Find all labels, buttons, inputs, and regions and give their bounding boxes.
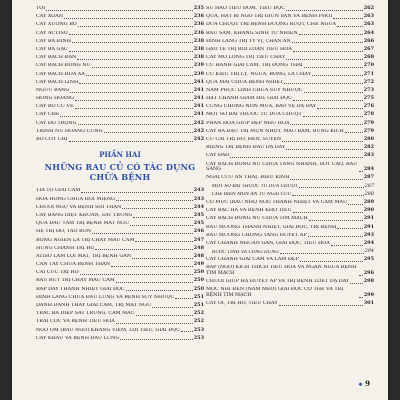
- dot-leader: [359, 275, 363, 276]
- toc-entry-title: CẦN TÂY CHỮA BỆNH THẬN: [36, 262, 111, 268]
- dot-leader: [60, 116, 192, 117]
- toc-entry-page: 241: [193, 78, 204, 85]
- toc-entry-title: HOA HỒNG CHỮA HÔI MIỆNG: [36, 196, 116, 202]
- toc-entry: [206, 63, 374, 69]
- toc-entry: [36, 213, 204, 219]
- toc-entry-page: 243: [193, 195, 204, 202]
- toc-entry-title: HẸ TRỊ HO, TÁO BÓN: [36, 229, 91, 235]
- ornament-icon: ❖: [358, 382, 363, 388]
- toc-entry: [36, 254, 204, 260]
- toc-entry-page: 245: [193, 211, 204, 218]
- toc-entry-page: 287: [363, 174, 374, 181]
- toc-entry: [206, 279, 374, 285]
- toc-entry: [36, 96, 204, 102]
- toc-entry-page: 248: [193, 252, 204, 259]
- toc-entry-page: 243: [193, 187, 204, 194]
- dot-leader: [293, 100, 363, 101]
- dot-leader: [309, 220, 363, 221]
- dot-leader: [350, 283, 363, 284]
- toc-entry: [206, 175, 374, 181]
- toc-entry-page: 294: [363, 239, 374, 246]
- toc-entry-page: 253: [193, 334, 204, 341]
- dot-leader: [292, 42, 363, 43]
- toc-entry-page: 235: [193, 5, 204, 11]
- toc-entry-title: RAU SAM, KHÁNG SINH TỰ NHIÊN: [206, 30, 298, 36]
- dot-leader: [78, 26, 193, 27]
- toc-entry: [206, 14, 374, 20]
- toc-entry-title: CƯNG CHỐNG NÔN MỬA, BẢO VỆ DẠ DÀY: [206, 104, 317, 110]
- dot-leader: [359, 171, 363, 172]
- toc-entry: [206, 225, 374, 231]
- dot-leader: [81, 192, 193, 193]
- toc-entry-title: CÂY ĐỖ TRỌNG: [36, 120, 77, 126]
- dot-leader: [279, 305, 363, 306]
- toc-left-column: [36, 6, 204, 344]
- toc-entry-page: 241: [193, 103, 204, 110]
- toc-entry-title: BỒ CỐT CHỈ: [36, 137, 68, 142]
- toc-entry-page: 279: [363, 127, 374, 134]
- toc-entry-page: 242: [193, 136, 204, 142]
- toc-entry-page: 298: [363, 278, 374, 285]
- toc-entry: [206, 72, 374, 78]
- toc-entry: [36, 221, 204, 227]
- toc-entry-page: 276: [363, 103, 374, 110]
- dot-leader: [130, 225, 193, 226]
- toc-entry: [206, 216, 374, 222]
- toc-entry: [206, 301, 374, 307]
- toc-entry-title: CÂY BA ĐẬU TRỊ MỤN NHỌT, MÁU BẦM, BỤNG KÍCH: [206, 128, 344, 134]
- toc-entry-title: CỎ MỰC (RAU NHỌ NỒI) THANH NHIỆT VÀ CẦM MÁU: [206, 199, 348, 205]
- toc-entry-page: 244: [193, 203, 204, 210]
- toc-entry: [206, 137, 374, 143]
- toc-entry-page: 263: [363, 21, 374, 28]
- toc-entry: [206, 287, 374, 298]
- dot-leader: [111, 266, 193, 267]
- toc-entry-page: 264: [363, 29, 374, 36]
- toc-entry-title: CHUỐI GIÚP HẠ HUYẾT ÁP VÀ TRỊ BỆNH LOÉT DẠ DÀY: [206, 279, 350, 285]
- toc-entry-page: 251: [193, 293, 204, 300]
- toc-entry: [206, 153, 374, 159]
- toc-subentry: [206, 249, 374, 255]
- toc-entry: [36, 188, 204, 194]
- toc-entry-page: 296: [363, 270, 374, 277]
- dot-leader: [290, 124, 362, 125]
- toc-entry-page: 242: [193, 119, 204, 126]
- toc-entry-title: DÀNH DÀNH THAY GIẢI CẢM, TRỊ MẬT NGỦ: [36, 303, 152, 308]
- toc-entry-title: HỒNG HOÀNG: [36, 96, 75, 102]
- toc-entry-page: 278: [363, 111, 374, 118]
- dot-leader: [286, 149, 363, 150]
- toc-entry-title: CÂY ĐÀO: [206, 153, 230, 159]
- page-number-value: 9: [365, 379, 370, 388]
- dot-leader: [104, 132, 193, 133]
- toc-entry-title: NGÒ OM (RAU NGỔ) KHÁNG VIÊM, LỢI TIỂU, GIẢI ĐỘC: [36, 327, 180, 333]
- toc-entry: [206, 104, 374, 110]
- toc-entry-title: BẮP (NGÔ) KÍCH THÍCH TIÊU HÓA VÀ NGĂN NGỪA BỆNH TIM MẠCH: [206, 265, 357, 277]
- dot-leader: [348, 204, 363, 205]
- dot-leader: [92, 67, 193, 68]
- dot-leader: [95, 249, 192, 250]
- toc-entry-title: CÂY ACTISO: [36, 30, 68, 36]
- toc-entry-page: 246: [193, 228, 204, 235]
- dot-leader: [282, 141, 363, 142]
- toc-entry-title: TRẮC BÁ DIỆP SÁT TRÙNG, CẦM MÁU: [36, 311, 135, 317]
- toc-entry: [206, 129, 374, 135]
- toc-entry-title: CÂY CHÈ: [36, 112, 60, 118]
- dot-leader: [69, 51, 193, 52]
- toc-entry: [36, 72, 204, 78]
- toc-entry-page: 283: [363, 152, 374, 159]
- toc-entry-title: CÂY BẠCH ĐỒNG NỮ: [36, 63, 91, 69]
- toc-entry-title: CÂY ỔI, TRỊ HO, TIÊU CHẢY: [206, 301, 278, 307]
- toc-entry: [36, 262, 204, 268]
- dot-leader: [299, 34, 363, 35]
- toc-entry-page: 272: [363, 78, 374, 85]
- toc-entry-title: CỦ HÀNH GIẢI CẢM, TRỊ ĐỘNG THAI: [206, 63, 303, 69]
- toc-entry-title: TRINH NỮ HOÀNG CUNG: [36, 128, 103, 134]
- dot-leader: [345, 132, 363, 133]
- dot-leader: [293, 51, 363, 52]
- toc-entry: [206, 31, 374, 37]
- toc-entry-title: ĐINH LĂNG TRỊ TỲ VỊ, CHÁN ĂN: [206, 38, 291, 44]
- section-heading: PHẦN HAI: [99, 149, 141, 159]
- dot-leader: [70, 92, 192, 93]
- dot-leader: [69, 141, 193, 142]
- toc-entry-page: 247: [193, 236, 204, 243]
- toc-entry-title: TỎI: [36, 6, 46, 11]
- toc-entry-page: 245: [193, 220, 204, 227]
- toc-entry-title: RAU RÚT TRỊ CHẢY MÁU CAM: [36, 278, 115, 284]
- toc-entry-page: 263: [363, 13, 374, 20]
- dot-leader: [286, 59, 363, 60]
- dot-leader: [122, 208, 193, 209]
- toc-entry-page: 287: [364, 182, 374, 189]
- dot-leader: [72, 42, 193, 43]
- dot-leader: [280, 253, 364, 254]
- toc-entry-page: 241: [193, 95, 204, 102]
- page-number: [358, 379, 370, 388]
- toc-entry: [36, 303, 204, 309]
- dot-leader: [92, 233, 193, 234]
- book-page: [12, 0, 388, 400]
- toc-entry-page: 293: [363, 231, 374, 238]
- toc-entry-title: CÂY XOAN: [36, 14, 64, 20]
- toc-entry: [36, 278, 204, 284]
- dot-leader: [337, 26, 363, 27]
- toc-entry-page: 295: [363, 256, 374, 263]
- dot-leader: [312, 75, 363, 76]
- toc-entry-page: 267: [363, 45, 374, 52]
- toc-entry-title: CÂY BÀNG DIỆT KHUẨN, SÁT TRÙNG: [36, 212, 133, 218]
- dot-leader: [286, 10, 363, 11]
- toc-entry-page: 236: [193, 29, 204, 36]
- toc-entry: [36, 205, 204, 211]
- toc-entry: [36, 336, 204, 342]
- dot-leader: [46, 10, 193, 11]
- toc-entry: [36, 14, 204, 20]
- toc-entry-page: 242: [193, 127, 204, 134]
- toc-entry-title: PHAN HOA GIÚP ĐẸP NHƯ HOA: [206, 120, 290, 126]
- dot-leader: [116, 282, 193, 283]
- toc-entry: [36, 88, 204, 94]
- dot-leader: [284, 83, 363, 84]
- toc-entry: [206, 257, 374, 263]
- toc-entry-title: ĐINH LĂNG CHỮA ĐAU LƯNG VÀ BỆNH SUY NHƯỢC: [36, 294, 175, 300]
- toc-entry-page: 250: [193, 285, 204, 292]
- toc-entry-title: CÂY BẠCH ĐỒNG NỮ CHỮA TĂNG NHANH, SỐT CAO, RAU SÀNG: [206, 161, 358, 173]
- toc-entry-page: 289: [363, 198, 374, 205]
- dot-leader: [290, 179, 362, 180]
- toc-entry: [36, 270, 204, 276]
- toc-entry-title: CÂY BỒ CU VẼ: [36, 104, 74, 110]
- toc-entry-page: 250: [193, 269, 204, 276]
- toc-entry-title: RAU MƯỜNG CHỐNG TÁNG HUYẾT ÁP: [206, 232, 307, 238]
- dot-leader: [77, 59, 192, 60]
- dot-leader: [303, 116, 363, 117]
- section-title: NHỮNG RAU CỦ CÓ TÁC DỤNG CHỮA BỆNH: [44, 161, 196, 182]
- toc-entry: [206, 6, 374, 12]
- toc-entry-title: QUẢ, HẠT BÍ NGÔ TRỊ GIUN SÁN VÀ BỆNH PHỔI: [206, 14, 333, 20]
- dot-leader: [120, 339, 193, 340]
- toc-entry-page: 301: [363, 300, 374, 307]
- toc-entry-title: ATISO LÀM LỢI MẬT, TRỊ BỆNH GAN: [36, 253, 132, 259]
- toc-entry: [36, 311, 204, 317]
- toc-entry: [36, 295, 204, 301]
- toc-entry: [206, 47, 374, 53]
- toc-entry: [36, 121, 204, 127]
- toc-entry-page: 273: [363, 86, 374, 93]
- toc-entry-title: TRÁI CÓC VÀ BỆNH TIÊU HÓA: [36, 319, 115, 325]
- toc-entry-page: 275: [363, 95, 374, 102]
- toc-entry-page: 268: [363, 54, 374, 61]
- dot-leader: [181, 331, 193, 332]
- toc-entry: [36, 129, 204, 135]
- dot-leader: [116, 200, 193, 201]
- toc-entry-page: 270: [363, 62, 374, 69]
- toc-entry-title: NGƯU BÀNG: [36, 87, 70, 93]
- toc-entry: [36, 55, 204, 61]
- dot-leader: [136, 315, 193, 316]
- toc-entry-page: 253: [193, 326, 204, 333]
- toc-entry: [36, 104, 204, 110]
- toc-entry: [36, 246, 204, 252]
- toc-entry-title: NẤM PHỤC LINH CHỮA SUY NHƯỢC: [206, 87, 303, 93]
- toc-entry-page: 252: [193, 318, 204, 325]
- dot-leader: [359, 297, 363, 298]
- toc-entry: [206, 200, 374, 206]
- toc-entry: [36, 22, 204, 28]
- toc-entry-page: 294: [364, 248, 374, 255]
- toc-entry: [36, 47, 204, 53]
- toc-entry-page: 238: [193, 45, 204, 52]
- toc-entry: [206, 162, 374, 173]
- toc-entry: [36, 137, 204, 143]
- toc-entry: [36, 197, 204, 203]
- toc-entry: [36, 287, 204, 293]
- toc-entry-page: 248: [193, 244, 204, 251]
- toc-entry-page: 266: [363, 37, 374, 44]
- toc-entry-title: CÂY CHANH GIẢI CẢM VÀ LÀM ĐẸP: [206, 257, 299, 263]
- dot-leader: [292, 195, 363, 196]
- toc-entry-page: 288: [364, 190, 374, 197]
- toc-entry: [36, 6, 204, 12]
- toc-entry-page: 239: [193, 70, 204, 77]
- toc-entry: [36, 31, 204, 37]
- toc-entry-title: CHUỐI NGỰ VÀ BỆNH SỎI THẬN: [36, 204, 122, 210]
- toc-entry-title: HẠT CHANH GIẢM HO, GIẢI ĐỘC: [206, 96, 292, 102]
- toc-entry: [36, 319, 204, 325]
- dot-leader: [317, 108, 363, 109]
- toc-entry-title: BỒNG NGIỀN LÁ TRỊ CHẢY MÁU CAM: [36, 237, 135, 243]
- dot-leader: [304, 67, 363, 68]
- toc-entry-title: CÂY BẠC HÀ VÀ BỆNH KHÓ TIÊU: [206, 208, 292, 214]
- toc-entry: [206, 112, 374, 118]
- toc-entry-title: CÂY BẢ GẠC: [36, 46, 68, 52]
- dot-leader: [299, 187, 364, 188]
- toc-entry-title: CÂY BẢ ĐINH: [36, 38, 71, 44]
- toc-entry-title: CÂY MƠ LÔNG TRỊ TIÊU CHẢY: [206, 55, 286, 61]
- toc-entry: [36, 229, 204, 235]
- toc-entry-page: 241: [193, 111, 204, 118]
- toc-entry-page: 299: [363, 292, 374, 299]
- dot-leader: [308, 236, 363, 237]
- dot-leader: [133, 217, 192, 218]
- toc-entry-page: 252: [193, 310, 204, 317]
- toc-entry-title: CỦ CẢI TRỊ HO, HEN, SUYỄN: [206, 137, 282, 142]
- dot-leader: [75, 108, 193, 109]
- toc-entry-page: 250: [193, 277, 204, 284]
- toc-entry: [206, 55, 374, 61]
- dot-leader: [86, 75, 193, 76]
- toc-entry: [206, 233, 374, 239]
- toc-entry-title: CÂY XƯƠNG BỒ: [36, 22, 77, 28]
- toc-entry-title: QUẢ DÂU TẰM TRỊ BỆNH MẤT NGỦ: [36, 221, 130, 227]
- dot-leader: [78, 124, 193, 125]
- toc-entry: [206, 22, 374, 28]
- toc-entry-title: MỘT SỐ BÀI THUỐC TỪ DƯA CHUỘT: [212, 184, 298, 190]
- toc-entry-page: 282: [363, 144, 374, 151]
- toc-entry: [36, 238, 204, 244]
- toc-entry-page: 236: [193, 21, 204, 28]
- toc-entry-title: BƯỚC TÍNH VÀ CÔNG DỤNG: [212, 249, 279, 255]
- toc-entry-title: GẠO TẺ TRỊ RỐI LOẠN TIÊU HÓA: [206, 46, 292, 52]
- toc-entry: [206, 265, 374, 276]
- toc-entry-page: 238: [193, 37, 204, 44]
- toc-entry-title: CÂY BẠCH LINH: [36, 79, 79, 85]
- toc-entry-page: 291: [363, 223, 374, 230]
- dot-leader: [175, 298, 193, 299]
- dot-leader: [132, 258, 193, 259]
- dot-leader: [300, 261, 363, 262]
- dot-leader: [135, 241, 192, 242]
- toc-entry: [36, 80, 204, 86]
- dot-leader: [79, 83, 193, 84]
- toc-entry: [206, 96, 374, 102]
- toc-entry: [206, 39, 374, 45]
- toc-entry-title: SU HÀO TIÊU ĐỜM, TIÊU ĐỘC: [206, 6, 286, 11]
- toc-entry-page: 236: [193, 13, 204, 20]
- dot-leader: [64, 18, 193, 19]
- dot-leader: [116, 323, 193, 324]
- toc-entry-title: MỘT SỐ BÀI THUỐC TỪ DƯA CHUỘT: [206, 112, 302, 118]
- toc-entry: [206, 208, 374, 214]
- toc-entry: [206, 88, 374, 94]
- dot-leader: [337, 228, 363, 229]
- toc-entry-title: NGẢI CỨU AN THAI, ĐIỀU KINH: [206, 175, 290, 181]
- toc-entry: [206, 145, 374, 151]
- toc-entry-title: CÂY KHẤU VÀ BỆNH ĐAU LƯNG: [36, 335, 120, 341]
- dot-leader: [331, 245, 363, 246]
- toc-entry: [36, 112, 204, 118]
- toc-entry: [36, 63, 204, 69]
- toc-entry: [36, 328, 204, 334]
- dot-leader: [293, 212, 363, 213]
- toc-entry: [206, 80, 374, 86]
- toc-entry-title: CÂY CHANH NHUẬN GAN, GIẢI ĐỘC, TIÊU HÓA: [206, 240, 330, 246]
- toc-entry-title: CỦ KIỆU TRỊ LỴ, NGỨA, BỎNG, LÁ CHẢY: [206, 71, 312, 77]
- toc-entry-page: 279: [363, 119, 374, 126]
- dot-leader: [304, 92, 363, 93]
- toc-subentry: [206, 192, 374, 198]
- toc-entry: [206, 241, 374, 247]
- toc-entry-title: CÂY BẠCH ĐÀN: [36, 55, 77, 61]
- toc-entry-page: 280: [363, 136, 374, 142]
- dot-leader: [126, 290, 193, 291]
- toc-entry-page: 262: [363, 5, 374, 11]
- toc-entry: [206, 121, 374, 127]
- toc-entry-page: 238: [193, 54, 204, 61]
- toc-right-column: [206, 6, 374, 309]
- toc-subentry: [206, 184, 374, 190]
- toc-entry-title: DƯA CHUỘT TRỊ BỆNH ĐƯỜNG RUỘT, CHẾ NGỪA: [206, 22, 337, 28]
- dot-leader: [230, 157, 362, 158]
- toc-entry-title: CÂY BẠCH ĐỒNG NỮ CHỮA TIM MẠCH: [206, 216, 308, 222]
- toc-entry-title: RIỀNG TRỊ BỆNH ĐAU DẠ DÀY: [206, 145, 286, 151]
- dot-leader: [333, 18, 363, 19]
- toc-entry-page: 241: [193, 86, 204, 93]
- dot-leader: [69, 34, 193, 35]
- dot-leader: [152, 307, 193, 308]
- toc-entry-page: 271: [363, 70, 374, 77]
- toc-entry-title: QUẢ MAI CHỮA BỆNH NHIỆT: [206, 79, 284, 85]
- toc-entry-title: MỘC NHĨ ĐEN (NẤM MÈO) GIẢI ĐỘC CƠ THỂ VÀ TRỊ BỆNH TIM MẠCH: [206, 287, 344, 299]
- dot-leader: [80, 274, 193, 275]
- toc-entry-page: 291: [363, 215, 374, 222]
- toc-entry-title: RẤP DÂY THANH NHIỆT GIẢI ĐỘC: [36, 286, 125, 292]
- dot-leader: [75, 100, 193, 101]
- toc-entry-title: CHẾ BIẾN MÓN ĂN TỪ NGẢI CỨU: [212, 192, 292, 198]
- toc-entry-title: RAU MUỐNG THANH NHIỆT, GIẢI ĐỘC, TRỊ BỆNH: [206, 224, 337, 230]
- toc-entry-page: 290: [363, 207, 374, 214]
- toc-entry-page: 239: [193, 62, 204, 69]
- toc-entry-title: TÍA TÔ GIẢI CẢM: [36, 188, 81, 194]
- toc-entry-page: 249: [193, 261, 204, 268]
- toc-entry: [36, 39, 204, 45]
- toc-entry-page: 284: [363, 166, 374, 173]
- toc-entry-title: CẢI CÚC TRỊ HO: [36, 270, 79, 276]
- toc-entry-title: CÂY BẠCH HOA XÀ: [36, 71, 85, 77]
- toc-entry-title: HÚNG CHANH TRỊ HO: [36, 245, 95, 251]
- toc-entry-page: 251: [193, 302, 204, 308]
